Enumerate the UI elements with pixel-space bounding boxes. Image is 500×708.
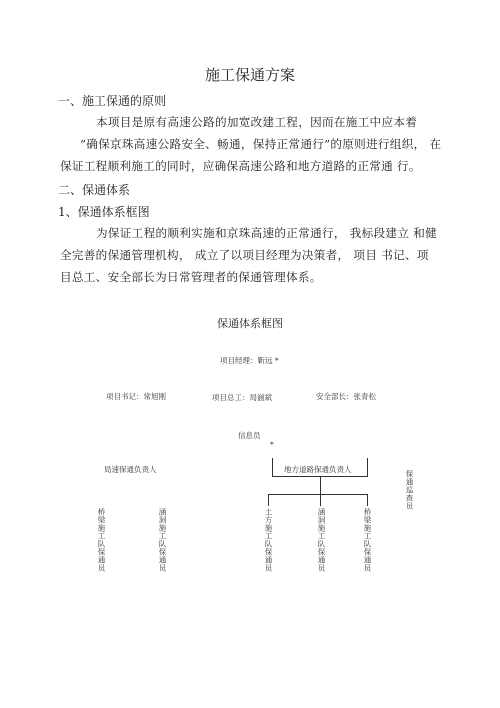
section1-heading: 一、施工保通的原则 [58,94,167,108]
connector-line [367,458,368,477]
connector-line [272,458,273,476]
info-officer-mark: * [270,440,274,449]
subsection-heading: 1、保通体系框图 [58,205,150,219]
section1-line-2: “确保京珠高速公路安全、畅通，保持正常通行”的原则进行组织， 在 [80,137,442,151]
section2-line-1: 为保证工程的顺利实施和京珠高速的正常通行， 我标段建立 和健 [96,226,437,240]
team-culvert-2: 涵洞施工队保通员 [317,508,326,572]
diagram-title: 保通体系框图 [217,317,283,330]
safety-minister: 安全部长：张青松 [316,392,376,401]
team-earthwork: 土方施工队保通员 [264,508,273,572]
connector-line [268,494,269,506]
chief-engineer: 项目总工：局湔斌 [212,393,272,402]
team-bridge-2: 桥梁施工队保通员 [363,508,372,572]
highway-lead: 局速保通负责人 [104,465,157,474]
connector-line [268,494,368,495]
section2-line-2: 全完善的保通管理机构， 成立了以项目经理为决策者， 项目 书记、项 [60,248,429,262]
section2-line-3: 目总工、安全部长为日常管理者的保通管理体系。 [60,270,322,284]
patrol-officer: 保通巡查员 [405,470,414,510]
document-title: 施工保通方案 [204,66,295,84]
section1-line-3: 保证工程顺利施工的同时，应确保高速公路和地方道路的正常通 行。 [60,159,421,173]
connector-line [320,494,321,506]
connector-line [320,477,321,494]
info-officer: 信息员 [238,431,261,440]
connector-line [367,494,368,506]
local-road-lead: 地方道路保通负责人 [284,465,352,474]
team-culvert-1: 涵洞施工队保通员 [158,508,167,572]
section1-line-1: 本项目是原有高速公路的加宽改建工程，因而在施工中应本着 [96,115,418,129]
project-manager: 项目经理：靳远 * [220,356,279,365]
section2-heading: 二、保通体系 [58,183,131,197]
project-secretary: 项目书记：常旭刚 [106,392,166,401]
team-bridge-1: 桥梁施工队保通员 [97,508,106,572]
